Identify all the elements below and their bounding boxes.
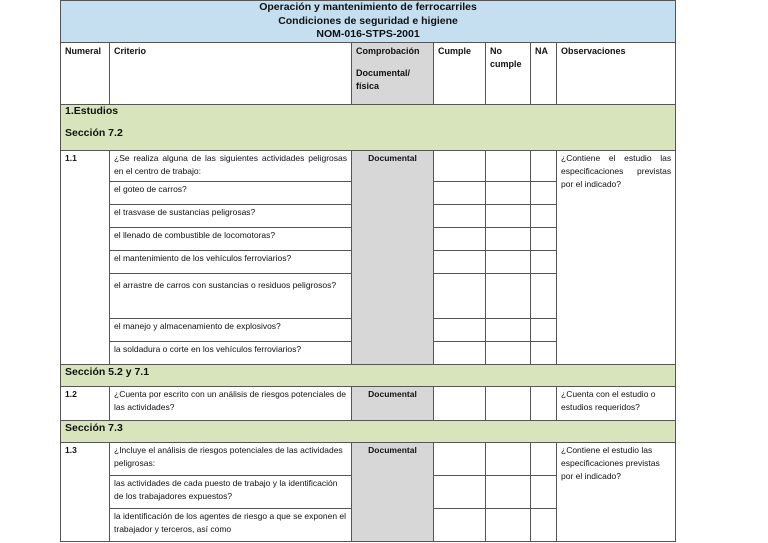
na-cell[interactable] <box>531 227 557 250</box>
criterio-1-1-4: el mantenimiento de los vehículos ferroviarios? <box>110 250 352 273</box>
cumple-cell[interactable] <box>434 318 486 341</box>
numeral-1-2: 1.2 <box>61 386 110 420</box>
no-cumple-cell[interactable] <box>486 250 531 273</box>
section-row-5-2-7-1 <box>61 364 676 386</box>
checklist-table <box>60 0 676 542</box>
observacion-1-1-text: ¿Contiene el estudio las especificaciones previstas por el indicado? <box>561 152 672 189</box>
header-numeral: Numeral <box>61 42 110 104</box>
header-comprobacion-sub: Documental/ física <box>356 67 411 91</box>
na-cell[interactable] <box>531 386 557 420</box>
title-line-1: Operación y mantenimiento de ferrocarriles <box>259 1 477 13</box>
na-cell[interactable] <box>531 508 557 541</box>
na-cell[interactable] <box>531 442 557 475</box>
no-cumple-cell[interactable] <box>486 386 531 420</box>
column-header-row <box>61 42 676 104</box>
table-row <box>61 150 676 181</box>
header-na: NA <box>531 42 557 104</box>
criterio-1-1-1: el goteo de carros? <box>110 181 352 204</box>
na-cell[interactable] <box>531 150 557 181</box>
comprobacion-1-3: Documental <box>352 442 434 541</box>
criterio-1-1-5: el arrastre de carros con sustancias o residuos peligrosos? <box>110 273 352 318</box>
cumple-cell[interactable] <box>434 181 486 204</box>
cumple-cell[interactable] <box>434 150 486 181</box>
no-cumple-cell[interactable] <box>486 181 531 204</box>
cumple-cell[interactable] <box>434 204 486 227</box>
observacion-1-3: ¿Contiene el estudio las especificaciones previstas por el indicado? <box>557 442 676 541</box>
section-estudios: 1.Estudios <box>65 104 119 117</box>
cumple-cell[interactable] <box>434 386 486 420</box>
no-cumple-cell[interactable] <box>486 204 531 227</box>
section-row-7-3 <box>61 420 676 442</box>
comprobacion-1-2: Documental <box>352 386 434 420</box>
table-row <box>61 442 676 475</box>
header-observaciones: Observaciones <box>557 42 676 104</box>
numeral-1-3: 1.3 <box>61 442 110 541</box>
no-cumple-cell[interactable] <box>486 475 531 508</box>
na-cell[interactable] <box>531 204 557 227</box>
criterio-1-1-2: el trasvase de sustancias peligrosas? <box>110 204 352 227</box>
no-cumple-cell[interactable] <box>486 227 531 250</box>
cumple-cell[interactable] <box>434 273 486 318</box>
criterio-1-3-1: las actividades de cada puesto de trabajo y la identificación de los trabajadores expuestos? <box>110 475 352 508</box>
no-cumple-cell[interactable] <box>486 318 531 341</box>
no-cumple-cell[interactable] <box>486 150 531 181</box>
header-cumple: Cumple <box>434 42 486 104</box>
cumple-cell[interactable] <box>434 475 486 508</box>
cumple-cell[interactable] <box>434 250 486 273</box>
observacion-1-1 <box>557 150 676 364</box>
header-no-cumple: No cumple <box>486 42 531 104</box>
criterio-1-1-3: el llenado de combustible de locomotoras? <box>110 227 352 250</box>
no-cumple-cell[interactable] <box>486 508 531 541</box>
cumple-cell[interactable] <box>434 442 486 475</box>
na-cell[interactable] <box>531 181 557 204</box>
section-row-estudios <box>61 104 676 150</box>
na-cell[interactable] <box>531 475 557 508</box>
section-7-2: Sección 7.2 <box>65 126 123 139</box>
criterio-1-1-6: el manejo y almacenamiento de explosivos? <box>110 318 352 341</box>
title-line-3: NOM-016-STPS-2001 <box>316 28 420 40</box>
comprobacion-1-1: Documental <box>352 150 434 364</box>
criterio-1-3-0: ¿Incluye el análisis de riesgos potenciales de las actividades peligrosas: <box>110 442 352 475</box>
header-comprobacion <box>352 42 434 104</box>
na-cell[interactable] <box>531 250 557 273</box>
na-cell[interactable] <box>531 273 557 318</box>
header-comprobacion-label: Comprobación <box>356 45 420 56</box>
document-title <box>61 1 676 43</box>
na-cell[interactable] <box>531 318 557 341</box>
criterio-1-3-2: la identificación de los agentes de riesgo a que se exponen el trabajador y terceros, así como <box>110 508 352 541</box>
na-cell[interactable] <box>531 341 557 364</box>
section-7-3: Sección 7.3 <box>61 420 676 442</box>
observacion-1-2: ¿Cuenta con el estudio o estudios requeridos? <box>557 386 676 420</box>
no-cumple-cell[interactable] <box>486 341 531 364</box>
section-5-2-7-1: Sección 5.2 y 7.1 <box>61 364 676 386</box>
cumple-cell[interactable] <box>434 227 486 250</box>
criterio-1-1-7: la soldadura o corte en los vehículos ferroviarios? <box>110 341 352 364</box>
no-cumple-cell[interactable] <box>486 273 531 318</box>
cumple-cell[interactable] <box>434 508 486 541</box>
criterio-1-2: ¿Cuenta por escrito con un análisis de riesgos potenciales de las actividades? <box>110 386 352 420</box>
table-row <box>61 386 676 420</box>
numeral-1-1: 1.1 <box>61 150 110 364</box>
cumple-cell[interactable] <box>434 341 486 364</box>
no-cumple-cell[interactable] <box>486 442 531 475</box>
title-line-2: Condiciones de seguridad e higiene <box>278 14 458 27</box>
header-criterio: Criterio <box>110 42 352 104</box>
criterio-1-1-0: ¿Se realiza alguna de las siguientes actividades peligrosas en el centro de trabajo: <box>110 150 352 181</box>
